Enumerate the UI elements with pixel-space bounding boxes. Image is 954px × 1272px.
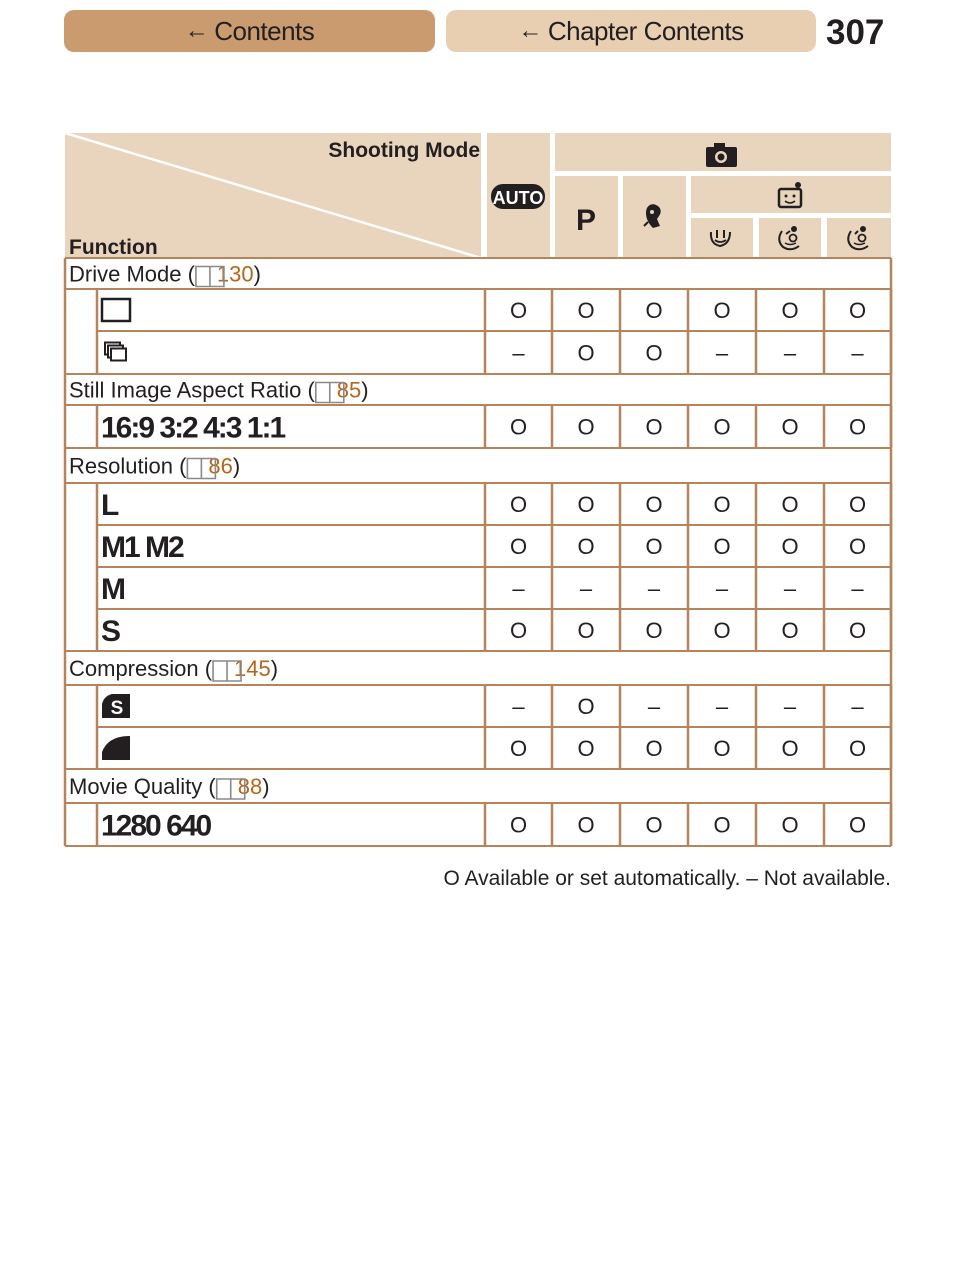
section-title-close: ) [361,377,369,403]
table-header [65,133,891,259]
availability-cell: O [713,414,731,440]
availability-cell: O [848,618,867,643]
availability-cell: O [645,414,663,440]
shooting-mode-label: Shooting Mode [328,139,480,162]
section-title-close: ) [232,453,241,479]
availability-cell: O [781,812,799,838]
table-section [69,656,866,761]
table-row [101,615,866,648]
availability-cell: O [781,492,799,517]
availability-cell: – [851,694,864,719]
page-ref-number[interactable]: 86 [208,453,233,479]
page-ref-link[interactable] [216,774,262,799]
availability-cell: O [645,492,663,517]
section-title-text: Drive Mode ( [69,261,195,287]
page-ref-number[interactable]: 145 [234,656,271,681]
table-row [101,810,866,843]
availability-cell: O [509,812,528,838]
page-ref-number[interactable]: 85 [336,377,362,403]
availability-cell: O [509,736,528,761]
availability-cell: O [645,812,663,838]
page-ref-link[interactable] [186,454,232,479]
book-icon [216,774,238,799]
book-icon [212,656,234,681]
book-icon [186,454,208,479]
availability-cell: O [713,492,731,517]
availability-cell: O [577,534,595,559]
table-section [69,378,866,445]
book-icon [315,378,337,403]
availability-cell: O [781,736,799,761]
availability-cell: O [781,618,799,643]
availability-cell: O [577,618,595,643]
section-title-text: Resolution ( [69,453,187,479]
availability-cell: O [509,492,528,517]
availability-cell: O [577,298,595,323]
availability-cell: – [783,694,797,719]
availability-cell: – [715,576,729,601]
availability-cell: O [645,298,663,323]
availability-cell: – [579,576,593,601]
availability-cell: O [713,736,731,761]
availability-cell: O [577,340,595,366]
availability-cell: O [509,298,528,323]
setting-icon-text: S [101,615,120,648]
availability-cell: O [645,618,663,643]
page-number: 307 [826,13,885,52]
table-row [101,573,864,606]
section-title [69,774,270,799]
page-ref-link[interactable] [315,378,361,403]
section-title-text: Still Image Aspect Ratio ( [69,377,315,403]
continuous-shot-icon [105,343,126,361]
availability-cell: O [781,534,799,559]
table-body [65,258,891,846]
availability-cell: O [848,534,867,559]
left-arrow-icon: ← [184,17,209,44]
setting-icon-text: 1280 640 [101,809,211,843]
page-ref-number[interactable]: 88 [237,774,263,799]
setting-icon-text: L [101,489,118,522]
svg-text:AUTO: AUTO [492,188,544,208]
chapter-contents-label: Chapter Contents [547,15,744,46]
availability-cell: O [713,618,731,643]
availability-cell: O [781,298,799,323]
availability-cell: O [577,492,595,517]
section-title [69,262,261,287]
table-row [101,531,866,564]
smile-mode-header [691,218,753,258]
section-title-close: ) [270,656,279,681]
availability-cell: – [715,694,729,719]
availability-cell: – [783,340,797,366]
single-shot-icon [102,299,130,321]
availability-cell: O [713,534,731,559]
table-row [101,412,866,445]
availability-cell: O [848,492,867,517]
availability-cell: – [512,694,525,719]
program-p-icon: P [575,204,597,237]
table-section [69,262,866,366]
availability-cell: – [851,576,864,601]
availability-cell: O [713,812,731,838]
function-label: Function [69,236,158,259]
section-title-close: ) [262,774,270,799]
availability-cell: O [781,414,799,440]
availability-cell: O [509,618,528,643]
availability-cell: O [577,694,595,719]
availability-cell: – [783,576,797,601]
availability-cell: O [848,812,867,838]
availability-cell: O [848,736,867,761]
setting-icon-text: M [101,573,124,606]
setting-icon-text: 16:9 3:2 4:3 1:1 [101,411,285,445]
fine-icon [102,736,130,760]
availability-cell: – [512,340,525,366]
auto-mode-icon [491,184,545,209]
availability-cell: O [645,340,663,366]
availability-cell: – [647,694,661,719]
section-title [69,454,240,479]
availability-cell: – [851,340,864,366]
left-arrow-icon: ← [518,17,542,44]
section-title-close: ) [253,261,261,287]
page-ref-number[interactable]: 130 [216,261,254,287]
availability-cell: O [645,736,663,761]
section-title [69,378,369,403]
footnote: O Available or set automatically. – Not available. [443,867,891,890]
section-title-text: Movie Quality ( [69,774,216,799]
availability-cell: – [715,340,729,366]
availability-cell: O [577,812,595,838]
availability-cell: O [577,736,595,761]
availability-cell: O [645,534,663,559]
availability-cell: – [512,576,525,601]
availability-cell: O [848,414,867,440]
availability-cell: O [509,534,528,559]
superfine-icon [102,694,130,719]
book-icon [195,262,217,287]
availability-cell: O [713,298,731,323]
availability-cell: – [647,576,661,601]
availability-cell: O [577,414,595,440]
table-row [102,694,864,719]
contents-label: Contents [214,15,315,46]
svg-text:S: S [110,698,124,719]
table-section [69,774,866,843]
table-row [101,489,866,522]
availability-cell: O [509,414,528,440]
availability-cell: O [848,298,867,323]
section-title-text: Compression ( [69,656,213,681]
section-title [69,656,278,681]
setting-icon-text: M1 M2 [101,531,183,564]
